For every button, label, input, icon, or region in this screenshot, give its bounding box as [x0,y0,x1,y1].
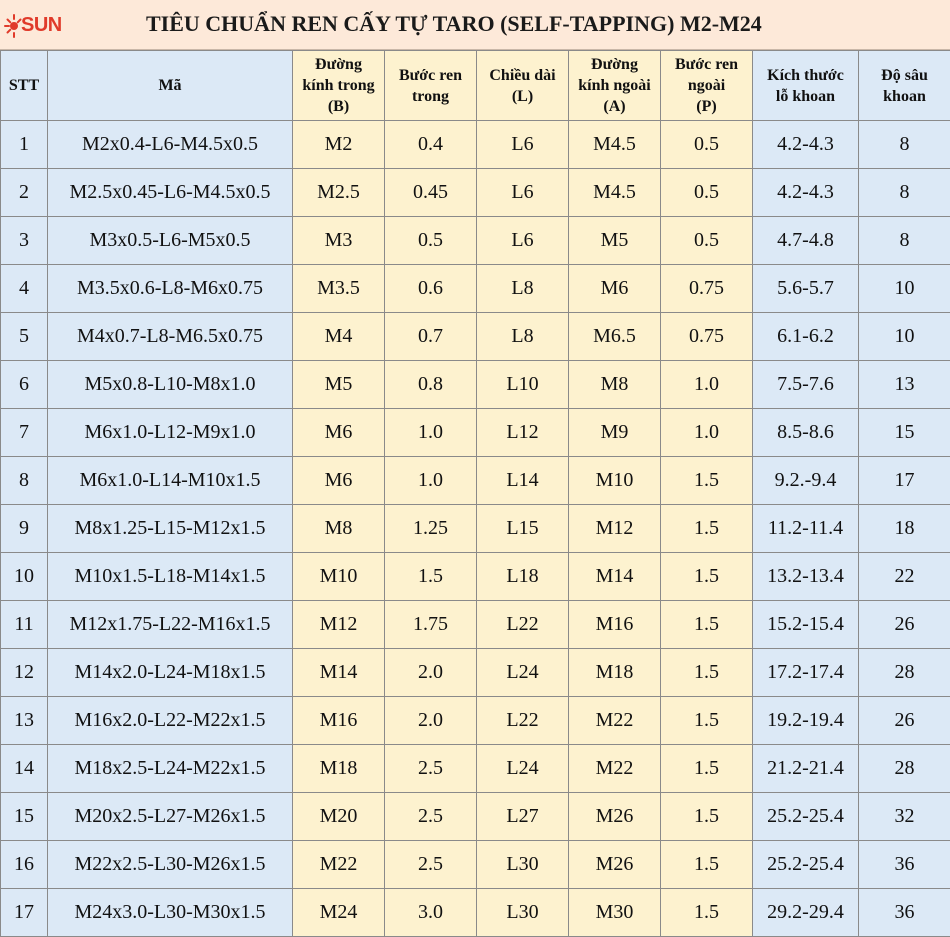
cell-drill_size: 15.2-15.4 [753,601,859,649]
cell-drill_size: 29.2-29.4 [753,889,859,937]
column-header-line: Đường [569,54,660,75]
cell-inner_pitch: 2.0 [385,649,477,697]
cell-outer_dia: M30 [569,889,661,937]
cell-inner_pitch: 0.4 [385,121,477,169]
title-bar [0,0,950,50]
cell-length: L14 [477,457,569,505]
cell-inner_pitch: 2.5 [385,793,477,841]
cell-drill_size: 13.2-13.4 [753,553,859,601]
cell-stt: 3 [1,217,48,265]
cell-inner_dia: M2.5 [293,169,385,217]
cell-inner_dia: M6 [293,457,385,505]
cell-outer_pitch: 1.5 [661,649,753,697]
cell-inner_pitch: 0.6 [385,265,477,313]
cell-length: L18 [477,553,569,601]
cell-drill_size: 8.5-8.6 [753,409,859,457]
cell-inner_pitch: 0.5 [385,217,477,265]
table-row [1,649,950,697]
cell-outer_dia: M22 [569,697,661,745]
cell-outer_dia: M6.5 [569,313,661,361]
table-row [1,553,950,601]
column-header-line: Bước ren [385,65,476,86]
cell-inner_dia: M16 [293,697,385,745]
cell-code: M5x0.8-L10-M8x1.0 [48,361,293,409]
cell-outer_pitch: 1.5 [661,793,753,841]
cell-drill_size: 25.2-25.4 [753,793,859,841]
column-header-code [48,51,293,121]
cell-inner_dia: M14 [293,649,385,697]
cell-inner_dia: M5 [293,361,385,409]
table-row [1,361,950,409]
cell-outer_dia: M5 [569,217,661,265]
cell-outer_dia: M26 [569,841,661,889]
cell-inner_pitch: 0.7 [385,313,477,361]
cell-stt: 8 [1,457,48,505]
cell-stt: 11 [1,601,48,649]
cell-drill_size: 4.2-4.3 [753,121,859,169]
table-body [1,121,950,937]
cell-length: L24 [477,649,569,697]
table-header [1,51,950,121]
cell-inner_pitch: 1.25 [385,505,477,553]
cell-outer_dia: M26 [569,793,661,841]
cell-stt: 2 [1,169,48,217]
cell-inner_dia: M6 [293,409,385,457]
cell-length: L8 [477,265,569,313]
cell-inner_pitch: 1.0 [385,409,477,457]
cell-inner_pitch: 0.8 [385,361,477,409]
column-header-line: Đường [293,54,384,75]
cell-code: M14x2.0-L24-M18x1.5 [48,649,293,697]
column-header-line: Kích thước [753,65,858,86]
spec-table [0,50,950,937]
cell-inner_dia: M8 [293,505,385,553]
cell-outer_pitch: 1.5 [661,505,753,553]
cell-drill_size: 4.2-4.3 [753,169,859,217]
cell-outer_pitch: 1.5 [661,553,753,601]
cell-outer_dia: M8 [569,361,661,409]
column-header-line: (A) [569,96,660,117]
cell-code: M6x1.0-L12-M9x1.0 [48,409,293,457]
cell-code: M12x1.75-L22-M16x1.5 [48,601,293,649]
cell-length: L30 [477,889,569,937]
cell-drill_size: 4.7-4.8 [753,217,859,265]
cell-inner_dia: M4 [293,313,385,361]
cell-stt: 16 [1,841,48,889]
table-row [1,313,950,361]
cell-code: M22x2.5-L30-M26x1.5 [48,841,293,889]
column-header-outer_pitch [661,51,753,121]
cell-code: M18x2.5-L24-M22x1.5 [48,745,293,793]
column-header-line: Bước ren [661,54,752,75]
cell-outer_pitch: 0.5 [661,217,753,265]
column-header-line: kính trong [293,75,384,96]
cell-drill_depth: 8 [859,217,950,265]
cell-length: L6 [477,217,569,265]
column-header-line: STT [1,75,47,96]
column-header-inner_dia [293,51,385,121]
cell-stt: 13 [1,697,48,745]
cell-length: L15 [477,505,569,553]
cell-code: M24x3.0-L30-M30x1.5 [48,889,293,937]
cell-drill_depth: 18 [859,505,950,553]
logo-text: SUN [21,14,62,37]
logo [4,8,56,44]
cell-outer_pitch: 1.5 [661,841,753,889]
cell-drill_size: 17.2-17.4 [753,649,859,697]
column-header-line: (L) [477,86,568,107]
cell-length: L10 [477,361,569,409]
cell-length: L12 [477,409,569,457]
table-row [1,601,950,649]
cell-length: L22 [477,601,569,649]
column-header-line: Độ sâu [859,65,950,86]
table-row [1,217,950,265]
cell-stt: 7 [1,409,48,457]
cell-outer_dia: M12 [569,505,661,553]
cell-drill_depth: 28 [859,649,950,697]
table-row [1,457,950,505]
column-header-line: Chiều dài [477,65,568,86]
cell-outer_pitch: 1.5 [661,889,753,937]
cell-code: M3x0.5-L6-M5x0.5 [48,217,293,265]
cell-outer_dia: M10 [569,457,661,505]
cell-length: L27 [477,793,569,841]
cell-drill_depth: 8 [859,169,950,217]
cell-drill_depth: 10 [859,265,950,313]
cell-code: M4x0.7-L8-M6.5x0.75 [48,313,293,361]
cell-stt: 15 [1,793,48,841]
page-title: TIÊU CHUẨN REN CẤY TỰ TARO (SELF-TAPPING) M2-M24 [146,11,762,37]
cell-inner_dia: M20 [293,793,385,841]
cell-outer_pitch: 1.0 [661,409,753,457]
column-header-drill_depth [859,51,950,121]
cell-stt: 6 [1,361,48,409]
cell-outer_dia: M9 [569,409,661,457]
cell-inner_pitch: 0.45 [385,169,477,217]
cell-inner_pitch: 2.5 [385,841,477,889]
cell-drill_depth: 17 [859,457,950,505]
cell-inner_pitch: 2.5 [385,745,477,793]
cell-length: L6 [477,169,569,217]
cell-code: M10x1.5-L18-M14x1.5 [48,553,293,601]
cell-stt: 12 [1,649,48,697]
cell-outer_pitch: 1.5 [661,601,753,649]
cell-drill_depth: 10 [859,313,950,361]
cell-outer_pitch: 0.5 [661,121,753,169]
cell-outer_dia: M22 [569,745,661,793]
cell-inner_dia: M3.5 [293,265,385,313]
cell-drill_size: 11.2-11.4 [753,505,859,553]
cell-stt: 9 [1,505,48,553]
cell-outer_dia: M18 [569,649,661,697]
cell-drill_depth: 13 [859,361,950,409]
cell-inner_dia: M10 [293,553,385,601]
cell-inner_dia: M24 [293,889,385,937]
cell-drill_size: 5.6-5.7 [753,265,859,313]
cell-stt: 4 [1,265,48,313]
cell-length: L24 [477,745,569,793]
column-header-line: trong [385,86,476,107]
cell-code: M20x2.5-L27-M26x1.5 [48,793,293,841]
cell-code: M6x1.0-L14-M10x1.5 [48,457,293,505]
cell-stt: 17 [1,889,48,937]
cell-stt: 5 [1,313,48,361]
column-header-line: Mã [48,75,292,96]
cell-inner_dia: M22 [293,841,385,889]
cell-drill_depth: 22 [859,553,950,601]
cell-code: M8x1.25-L15-M12x1.5 [48,505,293,553]
cell-inner_pitch: 3.0 [385,889,477,937]
cell-drill_size: 6.1-6.2 [753,313,859,361]
cell-drill_depth: 28 [859,745,950,793]
cell-stt: 10 [1,553,48,601]
column-header-line: lỗ khoan [753,86,858,107]
table-row [1,265,950,313]
table-row [1,697,950,745]
column-header-stt [1,51,48,121]
cell-drill_size: 21.2-21.4 [753,745,859,793]
table-row [1,793,950,841]
cell-inner_pitch: 1.75 [385,601,477,649]
cell-stt: 14 [1,745,48,793]
cell-outer_pitch: 1.5 [661,697,753,745]
cell-outer_pitch: 0.75 [661,313,753,361]
column-header-line: (P) [661,96,752,117]
cell-length: L8 [477,313,569,361]
column-header-length [477,51,569,121]
cell-inner_pitch: 1.0 [385,457,477,505]
cell-code: M2.5x0.45-L6-M4.5x0.5 [48,169,293,217]
cell-outer_dia: M4.5 [569,169,661,217]
cell-code: M16x2.0-L22-M22x1.5 [48,697,293,745]
cell-inner_dia: M3 [293,217,385,265]
column-header-inner_pitch [385,51,477,121]
cell-drill_size: 25.2-25.4 [753,841,859,889]
table-row [1,169,950,217]
cell-inner_dia: M18 [293,745,385,793]
table-row [1,409,950,457]
column-header-line: kính ngoài [569,75,660,96]
cell-drill_depth: 26 [859,601,950,649]
column-header-outer_dia [569,51,661,121]
cell-code: M3.5x0.6-L8-M6x0.75 [48,265,293,313]
cell-drill_depth: 32 [859,793,950,841]
cell-drill_size: 7.5-7.6 [753,361,859,409]
cell-outer_pitch: 1.5 [661,745,753,793]
cell-outer_pitch: 1.5 [661,457,753,505]
cell-length: L30 [477,841,569,889]
cell-inner_pitch: 2.0 [385,697,477,745]
cell-inner_dia: M12 [293,601,385,649]
cell-outer_pitch: 0.5 [661,169,753,217]
column-header-line: khoan [859,86,950,107]
cell-drill_depth: 36 [859,841,950,889]
cell-outer_dia: M14 [569,553,661,601]
cell-stt: 1 [1,121,48,169]
cell-outer_dia: M6 [569,265,661,313]
cell-drill_depth: 36 [859,889,950,937]
cell-code: M2x0.4-L6-M4.5x0.5 [48,121,293,169]
cell-outer_pitch: 1.0 [661,361,753,409]
cell-outer_dia: M16 [569,601,661,649]
table-row [1,121,950,169]
column-header-line: (B) [293,96,384,117]
table-row [1,745,950,793]
cell-length: L22 [477,697,569,745]
cell-drill_depth: 26 [859,697,950,745]
cell-drill_depth: 15 [859,409,950,457]
cell-drill_depth: 8 [859,121,950,169]
cell-drill_size: 19.2-19.4 [753,697,859,745]
cell-drill_size: 9.2.-9.4 [753,457,859,505]
cell-length: L6 [477,121,569,169]
column-header-drill_size [753,51,859,121]
column-header-line: ngoài [661,75,752,96]
cell-inner_pitch: 1.5 [385,553,477,601]
cell-inner_dia: M2 [293,121,385,169]
table-row [1,505,950,553]
table-row [1,889,950,937]
table-row [1,841,950,889]
cell-outer_dia: M4.5 [569,121,661,169]
cell-outer_pitch: 0.75 [661,265,753,313]
